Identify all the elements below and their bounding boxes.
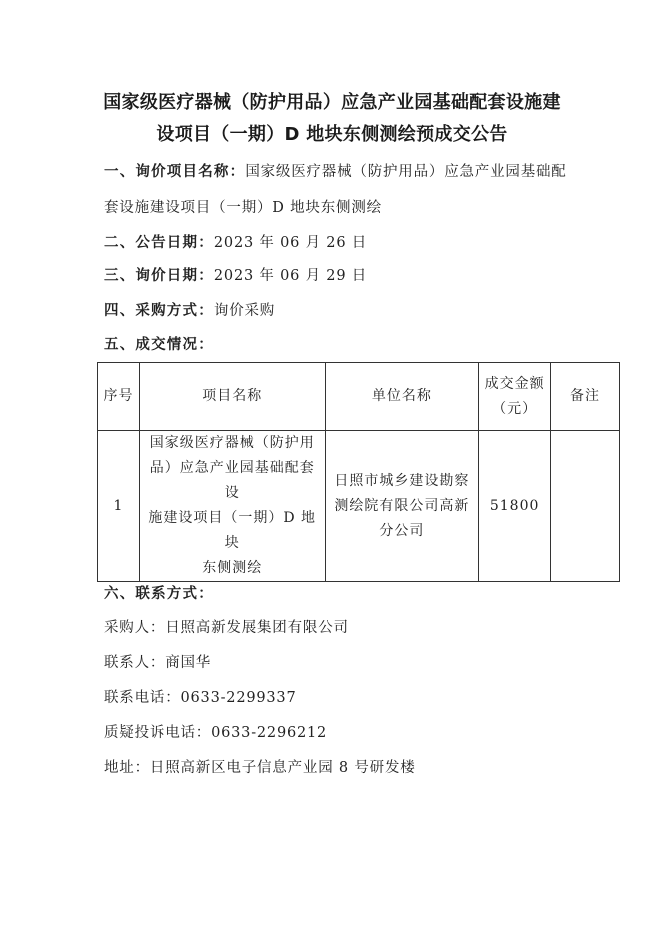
cell-unit [325,431,479,582]
cell-unit-line: 日照市城乡建设勘察 [334,472,470,489]
cell-unit-line: 分公司 [379,522,425,539]
table-header-row [98,363,620,431]
contact-line [104,582,214,603]
announce-date-line [104,231,367,252]
document-title-line-2: 设项目（一期）D 地块东侧测绘预成交公告 [156,124,508,145]
project-name-value-part-1: 国家级医疗器械（防护用品）应急产业园基础配 [245,164,567,180]
cell-project-line: 施建设项目（一期）D 地块 [148,510,317,551]
inquiry-date-heading: 三、询价日期： [104,268,214,284]
header-seq: 序号 [98,363,140,431]
contact-heading: 六、联系方式： [104,586,214,602]
document-title-line-1: 国家级医疗器械（防护用品）应急产业园基础配套设施建 [103,92,561,113]
contact-phone-line: 联系电话：0633-2299337 [104,690,297,706]
cell-amount: 51800 [479,431,551,582]
header-amount-line-1: 成交金额 [484,375,545,392]
result-line [104,333,214,354]
cell-project-line: 东侧测绘 [202,560,263,576]
result-table [97,362,620,582]
cell-project-line: 国家级医疗器械（防护用 [149,435,315,451]
method-heading: 四、采购方式： [104,303,214,319]
header-amount [479,363,551,431]
cell-seq: 1 [98,431,140,582]
project-name-continuation: 套设施建设项目（一期）D 地块东侧测绘 [104,200,382,216]
announce-date-value: 2023 年 06 月 26 日 [213,235,368,251]
result-heading: 五、成交情况： [104,337,214,353]
cell-project-line: 品）应急产业园基础配套设 [149,460,315,501]
header-project: 项目名称 [139,363,325,431]
announce-date-heading: 二、公告日期： [104,235,214,251]
method-line [104,299,275,320]
cell-unit-line: 测绘院有限公司高新 [334,497,470,514]
header-amount-line-2: （元） [492,400,538,417]
header-remark: 备注 [551,363,620,431]
cell-remark [551,431,620,582]
buyer-line: 采购人：日照高新发展集团有限公司 [104,620,349,636]
project-name-heading: 一、询价项目名称： [104,164,246,180]
project-name-line [104,160,567,181]
contact-person-line: 联系人：商国华 [104,655,212,671]
inquiry-date-line [104,264,367,285]
complaint-phone-line: 质疑投诉电话：0633-2296212 [104,725,328,741]
method-value: 询价采购 [213,303,276,319]
table-row [98,431,620,582]
header-unit: 单位名称 [325,363,479,431]
address-line: 地址：日照高新区电子信息产业园 8 号研发楼 [104,760,416,776]
inquiry-date-value: 2023 年 06 月 29 日 [213,268,368,284]
cell-project [139,431,325,582]
